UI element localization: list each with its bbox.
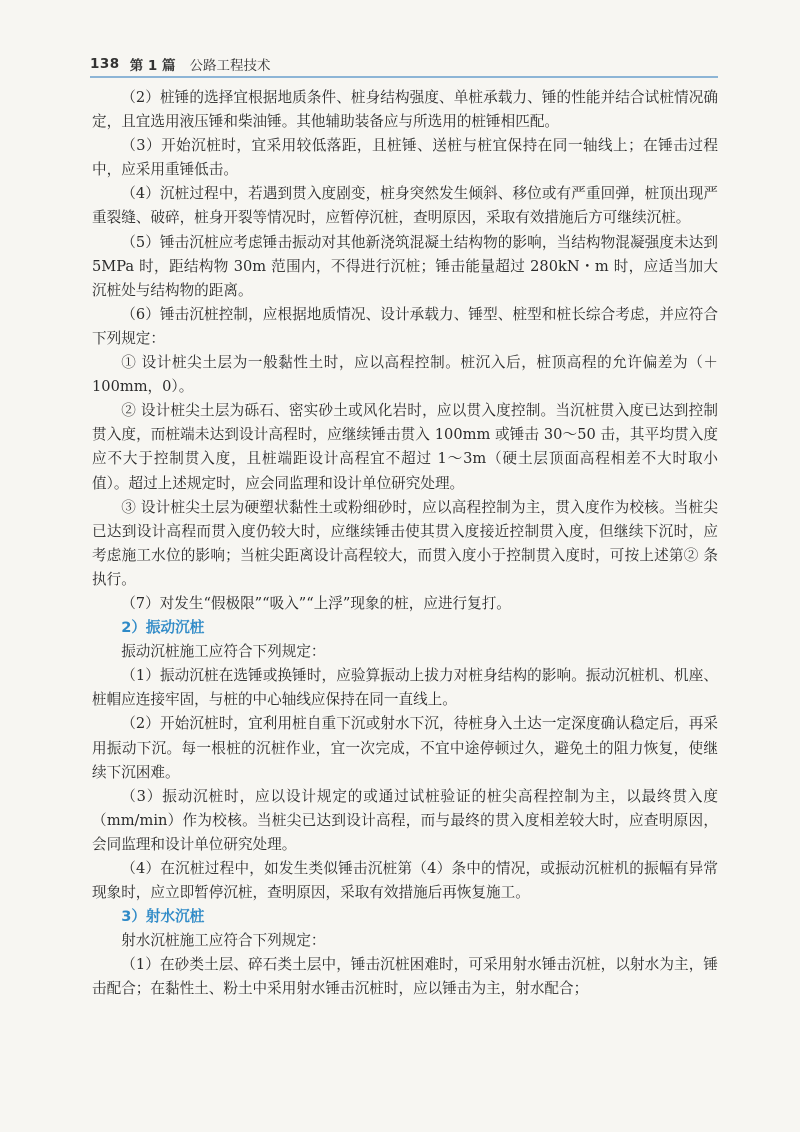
paragraph: （2）开始沉桩时，宜利用桩自重下沉或射水下沉，待桩身入土达一定深度确认稳定后，再采用振动下沉。每一根桩的沉桩作业，宜一次完成，不宜中途停顿过久，避免土的阻力恢复，使继续下沉困难。 <box>92 715 718 781</box>
page-number: 138 <box>90 56 120 72</box>
header-rule <box>90 76 718 78</box>
paragraph: ② 设计桩尖土层为砾石、密实砂土或风化岩时，应以贯入度控制。当沉桩贯入度已达到控制贯入度，而桩端未达到设计高程时，应继续锤击贯入 100mm 或锤击 30～50 击，其平均贯入度应不大于控制贯入度，且桩端距设计高程宜不超过 1～3m（硬土层顶面高程相差不大时取小值）。超过上述规定时，应会同监理和设计单位研究处理。 <box>92 402 718 492</box>
paragraph: （1）振动沉桩在选锤或换锤时，应验算振动上拔力对桩身结构的影响。振动沉桩机、机座、桩帽应连接牢固，与桩的中心轴线应保持在同一直线上。 <box>92 667 718 709</box>
paragraph: （5）锤击沉桩应考虑锤击振动对其他新浇筑混凝土结构物的影响，当结构物混凝强度未达到 5MPa 时，距结构物 30m 范围内，不得进行沉桩；锤击能量超过 280kN・m 时，应适当加大沉桩处与结构物的距离。 <box>92 233 718 299</box>
section-heading: 2）振动沉桩 <box>121 619 205 637</box>
paragraph: （4）在沉桩过程中，如发生类似锤击沉桩第（4）条中的情况，或振动沉桩机的振幅有异常现象时，应立即暂停沉桩，查明原因，采取有效措施后再恢复施工。 <box>92 860 718 902</box>
part-label: 第 1 篇 <box>129 58 176 74</box>
paragraph: （3）振动沉桩时，应以设计规定的或通过试桩验证的桩尖高程控制为主，以最终贯入度（mm/min）作为校核。当桩尖已达到设计高程，而与最终的贯入度相差较大时，应查明原因，会同监理和设计单位研究处理。 <box>92 787 718 853</box>
section-heading: 3）射水沉桩 <box>121 908 205 926</box>
paragraph: ③ 设计桩尖土层为硬塑状黏性土或粉细砂时，应以高程控制为主，贯入度作为校核。当桩尖已达到设计高程而贯入度仍较大时，应继续锤击使其贯入度接近控制贯入度，但继续下沉时，应考虑施工水位的影响；当桩尖距离设计高程较大，而贯入度小于控制贯入度时，可按上述第② 条执行。 <box>92 498 718 588</box>
paragraph: 射水沉桩施工应符合下列规定： <box>121 932 326 950</box>
paragraph: （3）开始沉桩时，宜采用较低落距，且桩锤、送桩与桩宜保持在同一轴线上；在锤击过程中，应采用重锤低击。 <box>92 137 718 179</box>
paragraph: （4）沉桩过程中，若遇到贯入度剧变，桩身突然发生倾斜、移位或有严重回弹，桩顶出现严重裂缝、破碎，桩身开裂等情况时，应暂停沉桩，查明原因，采取有效措施后方可继续沉桩。 <box>92 185 718 227</box>
paragraph: ① 设计桩尖土层为一般黏性土时，应以高程控制。桩沉入后，桩顶高程的允许偏差为（＋100mm，0）。 <box>92 354 718 396</box>
running-title: 公路工程技术 <box>189 58 271 74</box>
body-text <box>92 86 718 1002</box>
paragraph: （6）锤击沉桩控制，应根据地质情况、设计承载力、锤型、桩型和桩长综合考虑，并应符合下列规定： <box>92 305 718 347</box>
paragraph: 振动沉桩施工应符合下列规定： <box>121 643 326 661</box>
page-header <box>90 52 718 76</box>
paragraph: （7）对发生“假极限”“吸入”“上浮”现象的桩，应进行复打。 <box>121 594 511 612</box>
paragraph: （2）桩锤的选择宜根据地质条件、桩身结构强度、单桩承载力、锤的性能并结合试桩情况确定，且宜选用液压锤和柴油锤。其他辅助装备应与所选用的桩锤相匹配。 <box>92 89 718 131</box>
paragraph: （1）在砂类土层、碎石类土层中，锤击沉桩困难时，可采用射水锤击沉桩，以射水为主，锤击配合；在黏性土、粉土中采用射水锤击沉桩时，应以锤击为主，射水配合； <box>92 956 718 998</box>
